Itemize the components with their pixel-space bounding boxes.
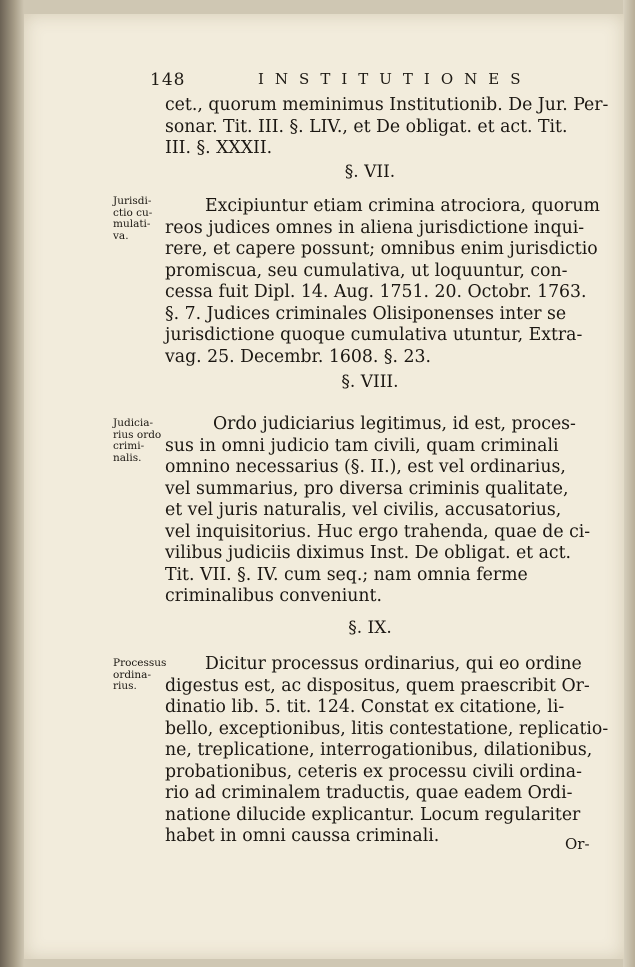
- text-line: Excipiuntur etiam crimina atrociora, quorum: [205, 196, 600, 216]
- continuation-paragraph: [165, 95, 609, 160]
- text-line: et vel juris naturalis, vel civilis, accusatorius,: [165, 500, 562, 520]
- section-heading-ix: §. IX.: [348, 618, 392, 638]
- catchword: Or-: [565, 835, 590, 853]
- text-line: sus in omni judicio tam civili, quam criminali: [165, 435, 559, 456]
- text-line: probationibus, ceteris ex processu civili ordina-: [165, 761, 582, 782]
- marginal-line: rius.: [113, 680, 137, 692]
- text-line: vel inquisitorius. Huc ergo trahenda, quae de ci-: [165, 521, 591, 542]
- text-line: §. 7. Judices criminales Olisiponenses inter se: [165, 303, 567, 324]
- marginal-line: Jurisdi-: [113, 195, 152, 207]
- section-viii-paragraph: [165, 414, 598, 608]
- section-vii-paragraph: [165, 196, 598, 368]
- page-number: 148: [150, 70, 186, 90]
- text-line: habet in omni caussa criminali.: [165, 826, 440, 846]
- section-heading-vii: §. VII.: [344, 162, 396, 182]
- marginal-line: nalis.: [113, 451, 142, 464]
- text-line: promiscua, seu cumulativa, ut loquuntur, con-: [165, 260, 568, 281]
- text-line: omnino necessarius (§. II.), est vel ordinarius,: [165, 457, 566, 477]
- text-line: rere, et capere possunt; omnibus enim jurisdictio: [165, 239, 598, 259]
- section-ix-paragraph: [165, 654, 609, 848]
- text-line: criminalibus conveniunt.: [165, 586, 382, 606]
- marginal-line: Processus: [113, 657, 167, 669]
- text-line: dinatio lib. 5. tit. 124. Constat ex citatione, li-: [165, 697, 565, 717]
- text-line: vel summarius, pro diversa criminis qualitate,: [165, 478, 569, 499]
- text-line: cessa fuit Dipl. 14. Aug. 1751. 20. Octobr. 1763.: [165, 282, 587, 302]
- marginal-line: Judicia-: [113, 417, 154, 429]
- text-line: sonar. Tit. III. §. LIV., et De obligat. et act. Tit.: [165, 116, 568, 137]
- text-line: jurisdictione quoque cumulativa utuntur, Extra-: [165, 325, 583, 345]
- text-line: vilibus judiciis diximus Inst. De obligat. et act.: [165, 543, 572, 563]
- text-line: cet., quorum meminimus Institutionib. De Jur. Per-: [165, 95, 609, 115]
- text-line: rio ad criminalem traductis, quae eadem Ordi-: [165, 783, 573, 803]
- text-line: III. §. XXXII.: [165, 138, 273, 158]
- marginal-line: crimi-: [113, 440, 145, 452]
- text-line: ne, treplicatione, interrogationibus, dilationibus,: [165, 740, 593, 760]
- marginal-line: ordina-: [113, 668, 151, 681]
- text-line: bello, exceptionibus, litis contestatione, replicatio-: [165, 718, 609, 739]
- section-heading-viii: §. VIII.: [341, 372, 399, 392]
- text-line: natione dilucide explicantur. Locum regulariter: [165, 804, 581, 825]
- book-gutter: [0, 0, 24, 967]
- marginal-line: ctio cu-: [113, 206, 153, 219]
- running-title: INSTITUTIONES: [258, 70, 532, 88]
- marginal-line: rius ordo: [113, 428, 162, 441]
- marginal-note-judiciarius: [113, 418, 169, 464]
- text-line: reos judices omnes in aliena jurisdictione inqui-: [165, 217, 585, 238]
- text-line: Tit. VII. §. IV. cum seq.; nam omnia ferme: [165, 564, 528, 585]
- text-line: Dicitur processus ordinarius, qui eo ordine: [205, 654, 582, 674]
- text-line: digestus est, ac dispositus, quem praescribit Or-: [165, 675, 590, 696]
- marginal-line: mulati-: [113, 218, 151, 230]
- marginal-note-processus: [113, 658, 169, 693]
- page-edge: [623, 0, 635, 967]
- text-line: Ordo judiciarius legitimus, id est, proces-: [213, 414, 576, 434]
- text-line: vag. 25. Decembr. 1608. §. 23.: [165, 346, 431, 367]
- marginal-note-jurisdictio: [113, 196, 169, 242]
- marginal-line: va.: [113, 229, 129, 242]
